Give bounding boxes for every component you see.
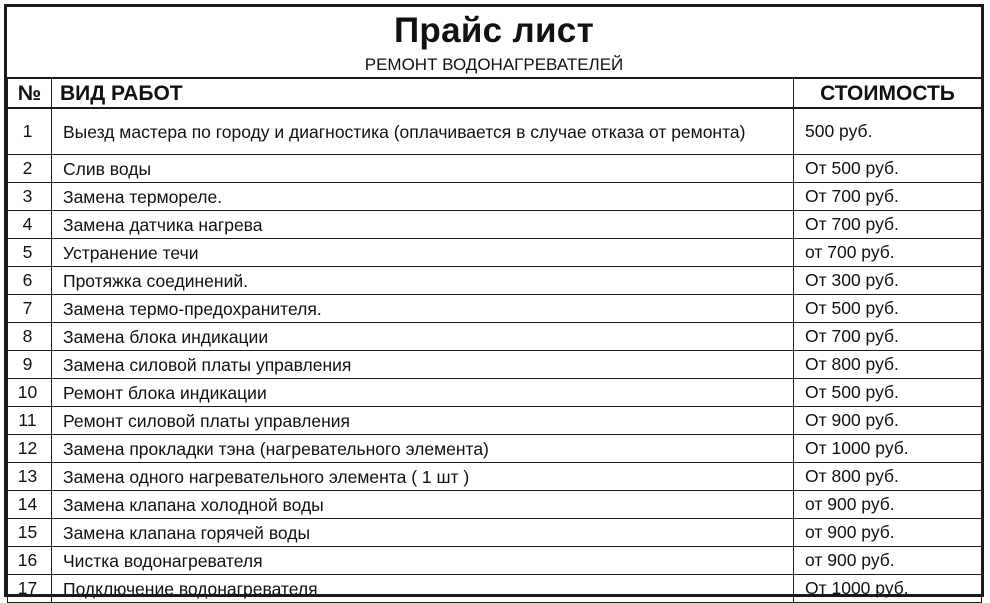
price-list-sheet	[4, 4, 984, 597]
row-work-description: Выезд мастера по городу и диагностика (оплачивается в случае отказа от ремонта)	[52, 108, 794, 154]
row-number: 3	[8, 182, 52, 210]
column-header-cost: СТОИМОСТЬ	[794, 78, 982, 108]
row-number: 14	[8, 490, 52, 518]
row-cost: От 1000 руб.	[794, 434, 982, 462]
table-row	[8, 108, 982, 154]
row-work-description: Ремонт блока индикации	[52, 378, 794, 406]
row-number: 15	[8, 518, 52, 546]
table-row	[8, 182, 982, 210]
row-number: 9	[8, 350, 52, 378]
row-number: 17	[8, 574, 52, 602]
row-cost: От 500 руб.	[794, 154, 982, 182]
row-cost: От 700 руб.	[794, 182, 982, 210]
table-row	[8, 574, 982, 602]
table-row	[8, 378, 982, 406]
price-table	[7, 77, 982, 603]
row-cost: от 900 руб.	[794, 546, 982, 574]
column-header-number: №	[8, 78, 52, 108]
row-cost: От 700 руб.	[794, 322, 982, 350]
row-cost: От 800 руб.	[794, 462, 982, 490]
row-number: 12	[8, 434, 52, 462]
table-row	[8, 322, 982, 350]
row-work-description: Замена блока индикации	[52, 322, 794, 350]
table-row	[8, 406, 982, 434]
row-cost: От 300 руб.	[794, 266, 982, 294]
row-work-description: Замена прокладки тэна (нагревательного элемента)	[52, 434, 794, 462]
table-row	[8, 462, 982, 490]
row-number: 13	[8, 462, 52, 490]
row-number: 7	[8, 294, 52, 322]
row-work-description: Замена термо-предохранителя.	[52, 294, 794, 322]
table-row	[8, 294, 982, 322]
row-work-description: Замена силовой платы управления	[52, 350, 794, 378]
column-header-work: ВИД РАБОТ	[52, 78, 794, 108]
row-work-description: Ремонт силовой платы управления	[52, 406, 794, 434]
row-cost: От 900 руб.	[794, 406, 982, 434]
row-work-description: Замена клапана горячей воды	[52, 518, 794, 546]
row-number: 16	[8, 546, 52, 574]
table-row	[8, 546, 982, 574]
row-work-description: Чистка водонагревателя	[52, 546, 794, 574]
row-cost: от 900 руб.	[794, 518, 982, 546]
row-number: 10	[8, 378, 52, 406]
row-cost: от 700 руб.	[794, 238, 982, 266]
row-cost: От 1000 руб.	[794, 574, 982, 602]
row-cost: От 800 руб.	[794, 350, 982, 378]
row-number: 2	[8, 154, 52, 182]
row-work-description: Протяжка соединений.	[52, 266, 794, 294]
row-work-description: Замена клапана холодной воды	[52, 490, 794, 518]
row-number: 4	[8, 210, 52, 238]
row-cost: От 500 руб.	[794, 294, 982, 322]
row-work-description: Замена одного нагревательного элемента ( 1 шт )	[52, 462, 794, 490]
row-work-description: Замена термореле.	[52, 182, 794, 210]
row-cost: 500 руб.	[794, 108, 982, 154]
price-list-header	[7, 7, 981, 77]
table-row	[8, 210, 982, 238]
table-row	[8, 154, 982, 182]
row-cost: от 900 руб.	[794, 490, 982, 518]
table-row	[8, 490, 982, 518]
row-cost: От 700 руб.	[794, 210, 982, 238]
table-row	[8, 350, 982, 378]
price-table-body	[8, 108, 982, 602]
row-work-description: Устранение течи	[52, 238, 794, 266]
row-number: 1	[8, 108, 52, 154]
page-subtitle: РЕМОНТ ВОДОНАГРЕВАТЕЛЕЙ	[364, 55, 624, 74]
table-row	[8, 518, 982, 546]
row-work-description: Замена датчика нагрева	[52, 210, 794, 238]
row-work-description: Подключение водонагревателя	[52, 574, 794, 602]
table-row	[8, 266, 982, 294]
table-row	[8, 238, 982, 266]
table-row	[8, 434, 982, 462]
row-number: 5	[8, 238, 52, 266]
page-title: Прайс лист	[393, 11, 595, 50]
row-work-description: Слив воды	[52, 154, 794, 182]
row-cost: От 500 руб.	[794, 378, 982, 406]
table-header-row	[8, 78, 982, 108]
row-number: 11	[8, 406, 52, 434]
row-number: 8	[8, 322, 52, 350]
row-number: 6	[8, 266, 52, 294]
